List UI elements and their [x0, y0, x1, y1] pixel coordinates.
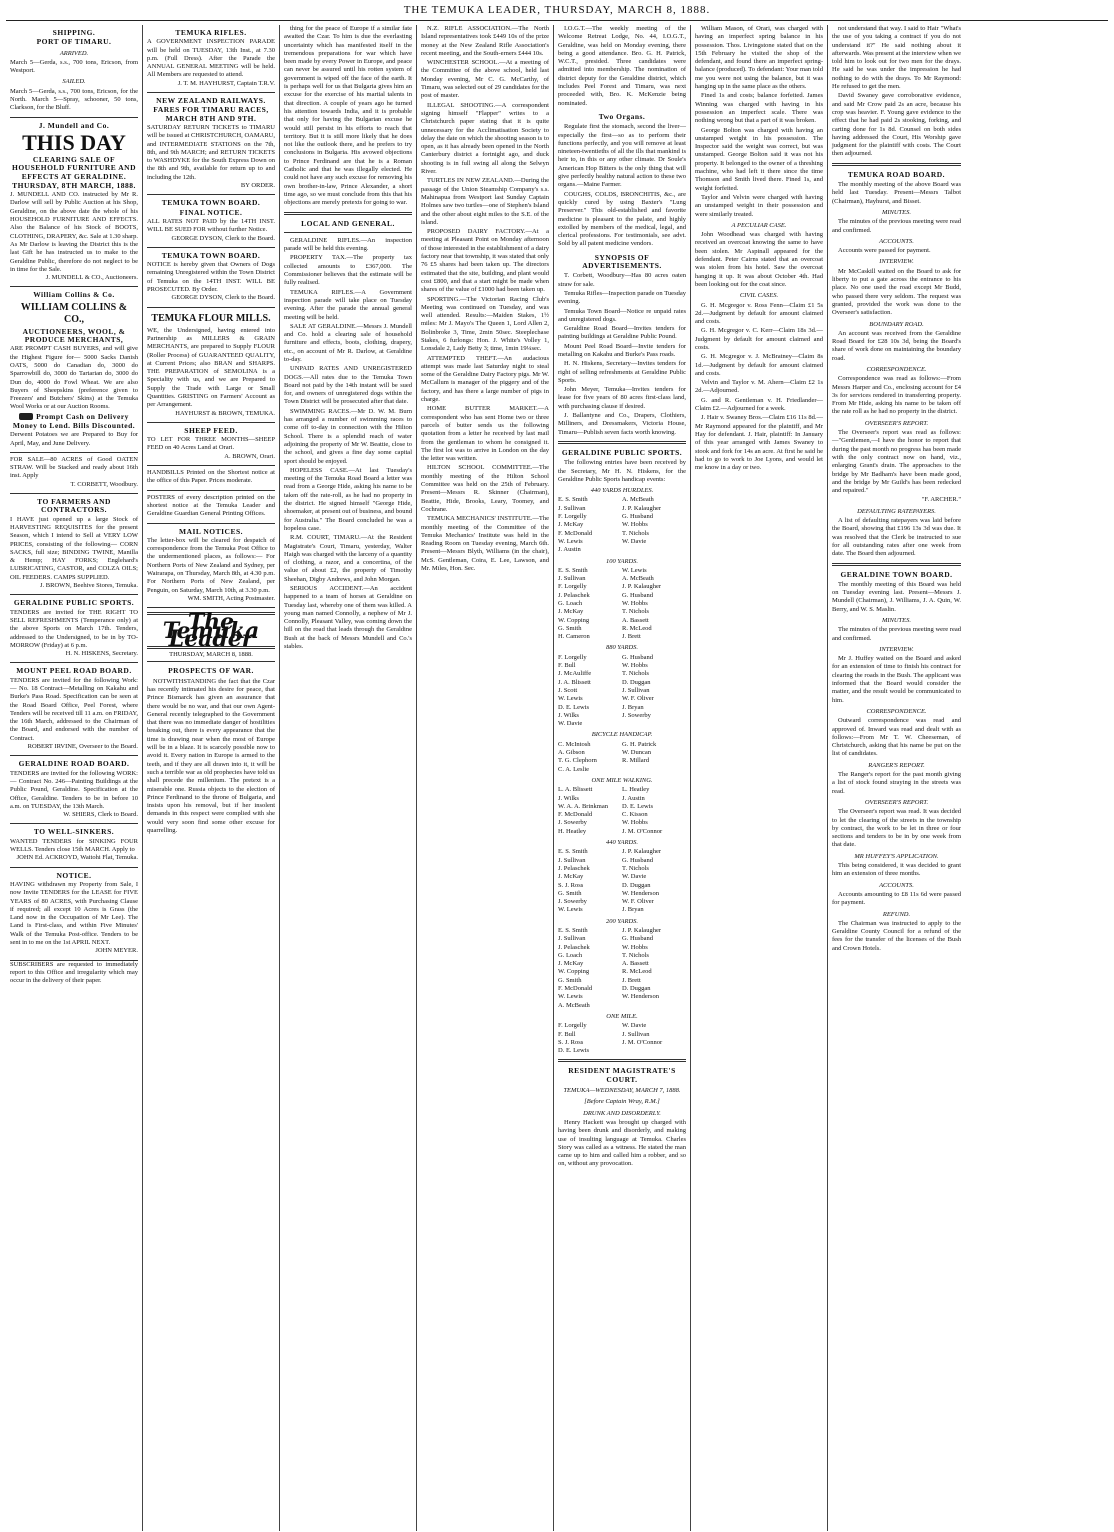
drunk-head: DRUNK AND DISORDERLY.: [583, 1109, 661, 1117]
court-item: John Woodhead was charged with having received an overcoat knowing the same to have been stolen. Mr Aspinall appeared for the defendant. Peter Cairns stated that an overcoat was stolen from his hotel. Saw the overcoat hanging it up. It was about October 4th. Had been looking out for the coat since.: [695, 231, 823, 288]
local-item: SALE AT GERALDINE.—Messrs J. Mundell and Co. hold a clearing sale of household furniture and effects, boots, clothing, drapery, etc., on account of Mr R. Darlow, at Geraldine to-day.: [284, 322, 412, 363]
mail-ad: [147, 524, 275, 609]
entries-table: [558, 786, 686, 836]
synopsis-item: J. Ballantyne and Co., Drapers, Clothiers, Milliners, and Dressmakers, Victoria House, Timaru—Publish seven facts worth knowing.: [558, 412, 686, 436]
entries-left: E. S. Smith J. Sullivan F. Lorgelly J. McKay F. McDonald W. Lewis J. Austin: [558, 496, 593, 554]
farmers-ad: [10, 494, 138, 595]
collins-head: William Collins & Co.: [33, 290, 115, 300]
mail-body: The letter-box will be cleared for despatch of correspondence from the Temuka Post Office to the undermentioned places, as follows:— For Northern Ports of New Zealand and Sydney, per Wairarapa, on Thursday, March 8th, at 4.30 p.m. For Northern Ports of New Zealand, per Penguin, on Saturday, March 10th, at 3.30 p.m.: [147, 536, 275, 594]
local-general-head: LOCAL AND GENERAL.: [301, 218, 395, 228]
entries-right: W. Lewis A. McBeath J. P. Kalaugher G. Husband W. Hobbs T. Nichols A. Bassett R. McLeod J. Brett: [622, 566, 661, 641]
town-board-head: TEMUKA TOWN BOARD.: [161, 198, 261, 208]
dogs-body: NOTICE is hereby given that Owners of Dogs remaining Unregistered within the Town District of Temuka on the 14TH INST. WILL BE PROSECUTED. By Order.: [147, 261, 275, 294]
mail-head: MAIL NOTICES.: [178, 526, 243, 536]
rates-ad: [147, 195, 275, 247]
column-1: [6, 25, 143, 1531]
column-7: [828, 25, 965, 1531]
geraldine-road-head: GERALDINE ROAD BOARD.: [18, 759, 130, 769]
court-item: Taylor and Velvin were charged with having an unstamped weight in their possession and were similarly treated.: [695, 193, 823, 218]
shipping-section: [10, 25, 138, 118]
local-item: GERALDINE RIFLES.—An inspection parade will be held this evening.: [284, 236, 412, 253]
entries-left: C. McIntosh A. Gibson T. G. Clephorn C. A. Leslie: [558, 740, 597, 773]
column-3: [280, 25, 417, 1531]
column-5: [554, 25, 691, 1531]
sheep-ad: [147, 423, 275, 466]
rifles-sign: J. T. M. HAYHURST, Captain T.R.V.: [177, 79, 275, 87]
divider: [558, 441, 686, 444]
entries-table: [558, 1022, 686, 1055]
entries-right: J. P. Kalaugher G. Husband W. Hobbs T. Nichols A. Bassett R. McLeod J. Brett D. Duggan W. Henderson: [622, 926, 661, 1001]
synopsis-item: Temuka Town Board—Notice re unpaid rates and unregistered dogs.: [558, 307, 686, 323]
local-item: SWIMMING RACES.—Mr D. W. M. Burn has arranged a number of swimming races to come off to-day in connection with the Hilton School. There is a splendid reach of water adjoining the property of Mr W. Beattie, close to the school, and gives a fine day some capital sport should be enjoyed.: [284, 407, 412, 465]
collins-sub: AUCTIONEERS, WOOL, & PRODUCE MERCHANTS,: [22, 326, 126, 345]
rifles-ad: [147, 25, 275, 93]
sports-head: GERALDINE PUBLIC SPORTS.: [561, 447, 683, 457]
mount-peel-ad: [10, 663, 138, 756]
entries-table: [558, 927, 686, 1010]
entries-left: E. S. Smith J. Sullivan J. Pelaschek J. McKay S. J. Ross G. Smith J. Sowerby W. Lewis: [558, 848, 590, 914]
this-day-heading: THIS DAY: [22, 129, 126, 155]
court-item: David Swaney gave corroborative evidence, and said Mr Crow paid 2s an acre, because his crop was heavier. F. Young gave evidence to the effect that he had paid 2s stooking, forking, and carting done for 1s 8d. Counsel on both sides having addressed the Court, His Worship gave judgment for the plaintiff with costs. The Court then adjourned.: [832, 92, 961, 158]
event-title: BICYCLE HANDICAP.: [591, 731, 653, 739]
refund-body: The Chairman was instructed to apply to the Geraldine County Council for a refund of the fees for the transfer of the licenses of the Bush and Crown Hotels.: [832, 919, 961, 952]
court-item: William Mason, of Orari, was charged with having an imperfect spring balance in his possession. Thos. Livingstone stated that on the 15th February he visited the shop of the defendant, and found there an imperfect spring-balance (produced). To defendant: Your man told me you were not using the balance, but it was hanging up in the same place as the others.: [695, 25, 823, 91]
gtown-corresp-body: Outward correspondence was read and approved of. Inward was read and dealt with as follows:—From Mr T. W. Cheeseman, of Christchurch, asking that his name be put on the list of candidates.: [832, 717, 961, 758]
entries-right: A. McBeath J. P. Kalaugher G. Husband W. Hobbs T. Nichols W. Davie: [622, 496, 661, 545]
synopsis-head: SYNOPSIS OF ADVERTISEMENTS.: [582, 252, 662, 271]
event-title: 100 YARDS.: [605, 557, 639, 565]
railways-ad: [147, 93, 275, 195]
gtown-intro: The monthly meeting of this Board was held on Tuesday evening last. Present—Messrs J. Mundell (Chairman), J. Williams, J. A. Quin, W. Berry, and W. S. Maslin.: [832, 580, 961, 613]
entries-table: [558, 654, 686, 729]
coughs-item: COUGHS, COLDS, BRONCHITIS, &c., are quickly cured by using Baxter's "Lung Preserver." This old-established and favorite medicine is pleasant to the palate, and highly extolled by members of the medical, legal, and clerical professions. For testimonials, see advt. Sold by all patent medicine vendors.: [558, 190, 686, 248]
posters-body: POSTERS of every description printed on the shortest notice at the Temuka Leader and Geraldine Guardian General Printing Offices.: [147, 493, 275, 518]
mount-peel-sign: ROBERT IRVINE, Overseer to the Board.: [27, 743, 138, 751]
town-board2-head: TEMUKA TOWN BOARD.: [161, 250, 261, 260]
flour-body: WE, the Undersigned, having entered into Partnership as MILLERS & GRAIN MERCHANTS, are prepared to Supply FLOUR (Roller Process) of GUARANTEED QUALITY, at Current Prices; also BRAN and SHARPS. THE PREPARATION of SEMOLINA is a Speciality with us, and we are Prepared to Supply the Trade with Large or Small Quantities. GRISTING on Farmers' Account as per Arrangement.: [147, 326, 275, 409]
for-sale-ad: [10, 453, 138, 494]
collins-body: ARE PROMPT CASH BUYERS, and will give the Highest Figure for— 5000 Sacks Danish OATS, 5000 do Canadian do, 3000 do Sparrowbill do, 3000 do Tartarian do, 3000 do Dun do, 4000 do Fowl Wheat. We are also Buyers of Sheepskins (preference given to Freezers' and Butchers' Skins) at the Temuka Wool Works or at our Auction Rooms.: [10, 345, 138, 411]
civil-item: G. H. Mcgregor v. Ross Fenn—Claim £1 5s 2d.—Judgment by default for amount claimed and costs.: [695, 301, 823, 326]
local-item: N.Z. RIFLE ASSOCIATION.—The North Island representatives took £449 10s of the prize money at the New Zealand Rifle Association's recent meeting, and the South-erners £444 10s.: [421, 25, 549, 57]
rates-body: ALL RATES NOT PAID by the 14TH INST. WILL BE SUED FOR without further Notice.: [147, 217, 275, 234]
sports-tender-sign: H. N. HISKENS, Secretary.: [65, 650, 138, 658]
for-sale-sign: T. CORBETT, Woodbury.: [70, 480, 138, 488]
sports-intro: The following entries have been received by the Secretary, Mr H. N. Hiskens, for the Geraldine Public Sports handicap events:: [558, 459, 686, 483]
huffey-head: MR HUFFEY'S APPLICATION.: [854, 852, 939, 860]
court-item: George Bolton was charged with having an unstamped weight in his possession. The Inspector said the weight was correct, but was unstamped. George Bolton said it was not his property. It belonged to the owner of a threshing machine, who had left it there since the time Thomson and Smith lived there. Fined 1s, and weight forfeited.: [695, 126, 823, 192]
mail-sign: WM. SMITH, Acting Postmaster.: [187, 594, 275, 602]
gtown-corresp-head: CORRESPONDENCE.: [866, 707, 927, 715]
interview-head: INTERVIEW.: [879, 258, 914, 266]
well-sinkers-ad: [10, 824, 138, 867]
mount-peel-head: MOUNT PEEL ROAD BOARD.: [16, 666, 132, 676]
farmers-head: TO FARMERS AND CONTRACTORS.: [37, 497, 111, 515]
rm-before: [Before Captain Wray, R.M.]: [584, 1098, 660, 1106]
road-intro: The monthly meeting of the above Board was held last Tuesday. Present—Messrs Talbot (Chairman), Hayhurst, and Bisset.: [832, 181, 961, 205]
subscribers-notice: SUBSCRIBERS are requested to immediately report to this Office and irregularity which may occur in the delivery of their paper.: [10, 960, 138, 985]
mount-peel-body: TENDERS are invited for the following Work:— No. 18 Contract—Metalling on Kakahu and Burke's Pass Road. Specification can be seen at the Road Board Office, Peel Forest, where Tenders will be received till 11 a.m. on FRIDAY, the 16th March, addressed to the Chairman of the Board, and endorsed with the number of Contract.: [10, 676, 138, 742]
notice-ad: [10, 868, 138, 961]
local-item: SERIOUS ACCIDENT.—An accident happened to a team of horses at Geraldine on Tuesday last, whereby one of them was killed. A young man named Connolly, a nephew of Mr J. Connolly, Pleasant Valley, was coming down the hill on the road that leads through the Geraldine Bush at the back of Messrs Mundell and Co.'s stables.: [284, 585, 412, 651]
rm-body: Henry Hackett was brought up charged with having been drunk and disorderly, and making use of insulting language at Temuka. Charles Story was called as a witness. He stated the man came up to him and called him a robber, and so on, without any provocation.: [558, 1118, 686, 1168]
pointing-hand-icon: [19, 413, 33, 420]
column-2: [143, 25, 280, 1531]
court-item: Fined 1s and costs; balance forfeited. James Winning was charged with having in his possession an imperfect scale. There was nothing wrong but that a part of it was broken.: [695, 92, 823, 125]
correspondence-body: Correspondence was read as follows:—From Messrs Harper and Co., enclosing account for £4 3s for services rendered in transferring property. From Mr Hide, asking his name to be taken off the rate roll as he had no property in the district.: [832, 375, 961, 416]
civil-item: J. Hair v. Swaney Bros.—Claim £16 11s 8d.—Mr Raymond appeared for the plaintiff, and Mr Hay for defendant. J. Hair, plaintiff: In January of this year arranged with James Swaney to stook and fork for 14s an acre. At first he said he had to go to work to Joe Lyons, and would let me know in a day or two.: [695, 414, 823, 472]
sheep-sign: A. BROWN, Orari.: [224, 452, 275, 460]
shipping-title: SHIPPING.: [52, 28, 96, 37]
dogs-sign: GEORGE DYSON, Clerk to the Board.: [171, 294, 275, 302]
local-item: HILTON SCHOOL COMMITTEE.—The monthly meeting of the Hilton School Committee was held on the 25th of February. Present—Messrs R. Skinner (Chairman), Beattie, Hide, Brooks, Leary, Toomey, and Cochrane.: [421, 464, 549, 513]
entries-right: G. Husband W. Hobbs T. Nichols D. Duggan J. Sullivan W. F. Oliver J. Bryan J. Sowerby: [622, 653, 654, 719]
local-item: ATTEMPTED THEFT.—An audacious attempt was made last Saturday night to steal some of the Geraldine Dairy Factory pigs. Mr W. McCallum is manager of the piggery and of the factory, and has there a large number of pigs in charge.: [421, 354, 549, 404]
flour-head: TEMUKA FLOUR MILLS.: [151, 312, 271, 324]
prospects-head: PROSPECTS OF WAR.: [168, 666, 254, 676]
well-head: TO WELL-SINKERS.: [33, 827, 115, 837]
divider: [284, 212, 412, 215]
farmers-body: I HAVE just opened up a large Stock of HARVESTING REQUISITES for the present Season, which I intend to Sell at VERY LOW PRICES, consisting of the following— CORN SACKS, full size; BINDING TWINE, Manilla & Hemp; HAY FORKS; Englehard's LUBRICATING, CASTOR, and COLZA OILS; OIL FEEDERS. CAMPS SUPPLIED.: [10, 515, 138, 581]
clearing-date: THURSDAY, 8TH MARCH, 1888.: [12, 180, 136, 190]
entries-right: J. P. Kalaugher G. Husband T. Nichols W. Davie D. Duggan W. Henderson W. F. Oliver J. Bryan: [622, 848, 661, 914]
editorial-continued: thing for the peace of Europe if a similar fate awaited the Czar. To him is due the everlasting uncertainty which has manifested itself in the tremendous preparations for war which have been made by every Power in Europe, and peace can never be assured until his rotten system of government is wiped off the face of the earth. It is perhaps well for us that Bulgaria gives him an excuse for the exercise of his martial talents in that direction. A couple of years ago he turned his attention towards India, and it is probable that only for having the Bulgarian excuse he would still persist in his efforts to reach that territory. But it is still more likely that he does not like the outlook there, and he prefers to try conclusions in Bulgaria. His avowed objections to Prince Ferdinand are that he is a Roman Catholic and that he was illegally elected. He could not have any such excuse for removing his own brother-in-law, Prince Alexander, a short time ago, so we must conclude from this that his objections are merely pretexts for going to war.: [284, 25, 412, 207]
paper-title: The Temuka Leader: [147, 612, 275, 649]
g-accounts-head: ACCOUNTS.: [879, 881, 914, 889]
minutes-body: The minutes of the previous meeting were read and confirmed.: [832, 218, 961, 234]
event-title: 200 YARDS.: [605, 917, 639, 925]
divider: [832, 563, 961, 566]
geraldine-road-ad: [10, 756, 138, 824]
gtown-interview-head: INTERVIEW.: [879, 645, 914, 653]
entries-right: W. Davie J. Sullivan J. M. O'Connor: [622, 1022, 663, 1046]
event-title: 440 YARDS HURDLES.: [590, 487, 654, 495]
gtown-minutes-body: The minutes of the previous meeting were read and confirmed.: [832, 626, 961, 642]
rates-sign: GEORGE DYSON, Clerk to the Board.: [171, 234, 275, 242]
huffey-body: This being considered, it was decided to grant him an extension of three months.: [832, 862, 961, 878]
sheep-body: TO LET FOR THREE MONTHS—SHEEP FEED on 40 Acres Land at Orari.: [147, 436, 275, 452]
correspondence-head: CORRESPONDENCE.: [866, 365, 927, 373]
synopsis-item: Temuka Rifles—Inspection parade on Tuesday evening.: [558, 289, 686, 306]
handbills-body: HANDBILLS Printed on the Shortest notice at the office of this Paper. Prices moderate.: [147, 469, 275, 485]
clearing-title: CLEARING SALE OF HOUSEHOLD FURNITURE AND EFFECTS AT GERALDINE.: [11, 154, 136, 181]
arrived-text: March 5—Gerda, s.s., 700 tons, Ericson, from Westport.: [10, 58, 138, 75]
sailed-label: SAILED.: [62, 78, 86, 86]
g-accounts-body: Accounts amounting to £8 11s 6d were passed for payment.: [832, 890, 961, 907]
civil-item: G. H. Mcgregor v. J. McBratney—Claim 8s 1d.—Judgment by default for amount claimed and costs.: [695, 353, 823, 377]
entries-left: E. S. Smith J. Sullivan F. Lorgelly J. Pelaschek G. Loach J. McKay W. Copping G. Smith H. Cameron: [558, 566, 590, 641]
railways-body: SATURDAY RETURN TICKETS to TIMARU will be issued at CHRISTCHURCH, OAMARU, and INTERMEDIATE STATIONS on the 7th, 8th, and 9th MARCH; and RETURN TICKETS to WASHDYKE for the South Express Down on the 8th and 9th, available for return up to and including the 12th.: [147, 123, 275, 181]
sports-tender-body: TENDERS are invited for THE RIGHT TO SELL REFRESHMENTS (Temperance only) at the above Sports on March 17th. Tenders, addressed to the Undersigned, to be in by TO-MORROW (Friday) at 6 p.m.: [10, 608, 138, 649]
rifles-body: A GOVERNMENT INSPECTION PARADE will be held on TUESDAY, 13th Inst., at 7.30 p.m. (Full Dress). After the Parade the ANNUAL GENERAL MEETING will be held. All Members are requested to attend.: [147, 38, 275, 79]
local-item: TEMUKA RIFLES.—A Government inspection parade will take place on Tuesday evening. After the parade the annual general meeting will be held.: [284, 288, 412, 321]
flour-ad: [147, 308, 275, 423]
fares-head: FARES FOR TIMARU RACES, MARCH 8TH AND 9TH.: [153, 105, 269, 123]
synopsis-item: Geraldine Road Board—Invites tenders for painting buildings at Geraldine Public Pound.: [558, 325, 686, 341]
sports-tender-head: GERALDINE PUBLIC SPORTS.: [13, 598, 135, 608]
court-item: not understand that way. I said to Hair "What's the use of you taking a contract if you do not understand it?" He said nothing about it afterwards. Was present at the interview when we told him to look out for two men for the drays. He said he was under the impression he had nothing to do with the drays. To Mr Raymond: He refused to get the men.: [832, 25, 961, 91]
gtown-overseer-head: OVERSEER'S REPORT.: [864, 798, 929, 806]
notice-body: HAVING withdrawn my Property from Sale, I now Invite TENDERS for the LEASE for FIVE YEARS of 80 ACRES, with Purchasing Clause if required; all except 10 Acres is Grass (the Land now in the Occupation of Mr Lee). The Land is First-class, and within Five Minutes' Walk of the Temuka Post-office. Tenders to be sent in to me on the 1st APRIL NEXT.: [10, 880, 138, 947]
civil-item: G. H. Mcgregor v. C. Kerr—Claim 18s 3d.—Judgment by default for amount claimed and costs.: [695, 327, 823, 351]
sailed-text: March 5—Gerda, s.s., 700 tons, Ericson, for the North. March 5—Spray, schooner, 50 tons, Clarkson, for the Bluff.: [10, 87, 138, 112]
entries-table: [558, 496, 686, 554]
for-sale-body: FOR SALE—80 ACRES of Good OATEN STRAW. Will be Stacked and ready about 16th inst. Apply: [10, 455, 138, 480]
rifles-head: TEMUKA RIFLES.: [175, 28, 247, 37]
mundell-head: J. Mundell and Co.: [38, 120, 110, 130]
rm-date: TEMUKA—WEDNESDAY, MARCH 7, 1888.: [563, 1087, 681, 1095]
minutes-head: MINUTES.: [881, 208, 912, 216]
local-item: TEMUKA MECHANICS' INSTITUTE.—The monthly meeting of the Committee of the Temuka Mechanics' Institute was held in the Reading Room on Tuesday evening, March 6th. Present—Messrs Blyth, Williams (in the chair), McS. Gentleman, Coira, E. Lee, Lawson, and Mr. Miles, Hon. Sec.: [421, 515, 549, 572]
sports-tender-ad: [10, 595, 138, 663]
rm-court-head: RESIDENT MAGISTRATE'S COURT.: [568, 1066, 676, 1084]
prompt-cash: [10, 413, 138, 421]
local-item: ILLEGAL SHOOTING.—A correspondent signing himself "Flapper" writes to a Christchurch paper stating that it is quite unnecessary for the Acclimatisation Society to delay the date on which the shooting season is to open, as it has already been opened in the North Canterbury district a fortnight ago, and duck shooting is in full swing all along the Selwyn River.: [421, 101, 549, 176]
divider: [558, 1059, 686, 1062]
local-item: R.M. COURT, TIMARU.—At the Resident Magistrate's Court, Timaru, yesterday, Walter Haigh was charged with the larceny of a quantity of clothing, a razor, and a concertina, of the value of about £2, the property of Timothy Sheehan, Digby Andrews, and John Morgan.: [284, 534, 412, 583]
collins-title: WILLIAM COLLINS & CO.,: [20, 301, 128, 325]
sheep-head: SHEEP FEED.: [184, 425, 238, 435]
railways-sign: BY ORDER.: [240, 182, 275, 190]
defaulting-head: DEFAULTING RATEPAYERS.: [857, 507, 936, 515]
geraldine-road-sign: W. SHIERS, Clerk to Board.: [63, 811, 138, 819]
event-title: 440 YARDS.: [605, 839, 639, 847]
synopsis-item: John Meyer, Temuka—Invites tenders for lease for five years of 80 acres first-class land, with purchasing clause if desired.: [558, 386, 686, 410]
divider: [284, 232, 412, 233]
posters-ad: [147, 491, 275, 524]
ranger-body: The Ranger's report for the past month giving a list of stock found straying in the streets was read.: [832, 771, 961, 795]
collins-ad: [10, 287, 138, 452]
local-item: UNPAID RATES AND UNREGISTERED DOGS.—All rates due to the Temuka Town Board not paid by the 14th instant will be sued for, and owners of unregistered dogs within the Town District will be prosecuted after that date.: [284, 365, 412, 406]
prompt-cash-text: Prompt Cash on Delivery: [36, 411, 129, 421]
synopsis-item: Mount Peel Road Board—Invite tenders for metalling on Kakahu and Burke's Pass roads.: [558, 342, 686, 358]
entries-right: L. Heatley J. Austin D. E. Lewis C. Kisson W. Hobbs J. M. O'Connor: [622, 786, 663, 835]
notice-head: NOTICE.: [56, 870, 92, 880]
column-6: [691, 25, 828, 1531]
road-board-head: TEMUKA ROAD BOARD.: [847, 169, 946, 179]
lodge-item: I.O.G.T.—The weekly meeting of the Welcome Retreat Lodge, No. 44, I.O.G.T., Geraldine, was held on Monday evening, there being a good attendance. Bro. G. H. Patrick, W.C.T., presided. Three candidates were admitted into membership. The nomination of district deputy for the Geraldine district, which includes Peel Forest and Timaru, was next proceeded with, Bro. K. McKenzie being nominated.: [558, 25, 686, 107]
local-item: SPORTING.—The Victorian Racing Club's Meeting was continued on Tuesday, and was well attended. Results:—Maiden Stakes, 1½ miles: Mr J. Mayo's The Queen 1, Lord Allen 2, Bolinbroke 3, Time, 2min 50sec. Steeplechase Stakes, 6 furlongs: Hon. J. White's Volley 1, Lonsdale 2, Lady Betty 3; time, 1min 19¼sec.: [421, 295, 549, 353]
derwent-text: Derwent Potatoes we are Prepared to Buy for April, May, and June Delivery.: [10, 431, 138, 447]
organs-body: Regulate first the stomach, second the liver—especially the first—so as to perform their functions perfectly, and you will remove at least nineteen-twentieths of all the ills that mankind is heir to, in this or any other climate. Dr Soule's American Hop Bitters is the only thing that will give perfectly healthy natural action to these two organs.—Maine Farmer.: [558, 123, 686, 189]
flour-sign: HAYHURST & BROWN, TEMUKA.: [175, 409, 275, 417]
local-item: WINCHESTER SCHOOL.—At a meeting of the Committee of the above school, held last Monday evening, Mr C. G. McCarthy, of Timaru, was selected out of 29 candidates for the post of master.: [421, 59, 549, 100]
mundell-ad: [10, 118, 138, 288]
local-item: PROPOSED DAIRY FACTORY.—At a meeting at Pleasant Point on Monday afternoon of those interested in the establishment of a dairy factory near that township, it was stated that only 76 £5 shares had been taken up. The directors estimated that the site, building, and plant would cost £800, and that a start might be made when shares of the value of £1000 had been taken up.: [421, 228, 549, 294]
event-title: 880 YARDS.: [605, 644, 639, 652]
entries-table: [558, 848, 686, 914]
entries-left: F. Lorgelly F. Bull S. J. Ross D. E. Lewis: [558, 1022, 590, 1055]
boundary-head: BOUNDARY ROAD.: [869, 320, 924, 328]
synopsis-item: T. Corbett, Woodbury—Has 80 acres oaten straw for sale.: [558, 272, 686, 288]
geraldine-road-body: TENDERS are invited for the following WORK:— Contract No. 246—Painting Buildings at the Public Pound, Geraldine. Specification at the Office, Geraldine. Tenders to be in before 10 a.m. on TUESDAY, the 13th March.: [10, 769, 138, 810]
local-item: HOME BUTTER MARKET.—A correspondent who has sent Home two or three parcels of butter sends us the following quotation from a letter he received by last mail from the gentleman to whom he consigned it. The first lot was to arrive in London on the day the letter was written.: [421, 405, 549, 463]
notice-sign: JOHN MEYER.: [95, 947, 138, 955]
arrived-label: ARRIVED.: [59, 49, 89, 57]
accounts-head: ACCOUNTS.: [879, 237, 914, 245]
interview-body: Mr McCaskill waited on the Board to ask for liberty to put a gate across the entrance to his place. No one used the road except Mr Budd, who passed there very seldom. The request was granted, provided the work was done to the Overseer's satisfaction.: [832, 267, 961, 317]
local-item: HOPELESS CASE.—At last Tuesday's meeting of the Temuka Road Board a letter was read from a George Hide, asking his name to be taken off the rate-roll, as he had no property in the district. He signed himself "George Hide, shoemaker, at present out of business, and bound for Australia." The Board concluded he was a hopeless case.: [284, 466, 412, 532]
divider: [832, 163, 961, 166]
overseer-head: OVERSEER'S REPORT.: [864, 419, 929, 427]
entries-table: [558, 741, 686, 774]
synopsis-item: H. N. Hiskens, Secretary—Invites tenders for right of selling refreshments at Geraldine Public Sports.: [558, 360, 686, 384]
overseer-body: The Overseer's report was read as follows:—"Gentlemen,—I have the honor to report that during the past month no progress has been made with the only contract now on hand, viz., enlarging Grant's drain. The approaches to the bridge by Mr Badham's have been made good, and the bridge by Mr Guild's has been redecked and repaired.": [832, 429, 961, 495]
handbills-ad: [147, 466, 275, 491]
clearing-sign: J. MUNDELL & CO., Auctioneers.: [45, 274, 138, 282]
archer-sign: "F. ARCHER.": [921, 496, 961, 504]
civil-item: G. and R. Gentleman v. H. Friedlander—Claim £2.—Adjourned for a week.: [695, 396, 823, 413]
geraldine-town-head: GERALDINE TOWN BOARD.: [840, 569, 953, 579]
farmers-sign: J. BROWN, Beehive Stores, Temuka.: [40, 582, 138, 590]
column-4: [417, 25, 554, 1531]
ranger-head: RANGER'S REPORT.: [868, 761, 925, 769]
gtown-minutes-head: MINUTES.: [881, 617, 912, 624]
prospects-body: NOTWITHSTANDING the fact that the Czar has recently intimated his desire for peace, that Prince Bismarck has given an assurance that there would be no war, and that our own Agent-General recently telegraphed to the Government that there was no immediate danger of hostilities breaking out, there is every appearance that the time is drawing near when the most of Europe will be in a blaze. It is scarcely possible now to avoid it. Every nation in Europe is armed to the teeth, and if they are all drawn into it, it will be such a terrible war as old prophecies have told us shall precede the millenium. The pretext is a miserable one. Russia objects to the election of Prince Ferdinand to the throne of Bulgaria, and insists upon his removal, but if her insolent demands in this respect were complied with she would very soon find some other excuse for quarrelling.: [147, 677, 275, 835]
peculiar-head: A PECULIAR CASE.: [731, 221, 787, 229]
entries-table: [558, 567, 686, 642]
accounts-body: Accounts were passed for payment.: [838, 247, 931, 255]
final-notice-head: FINAL NOTICE.: [179, 207, 243, 217]
dogs-ad: [147, 248, 275, 308]
defaulting-body: A list of defaulting ratepayers was laid before the Board, showing that £196 13s 3d was due. It was resolved that the Clerk be instructed to sue for all outstanding rates after one week from date. The Board then adjourned.: [832, 517, 961, 558]
entries-left: F. Lorgelly F. Bull J. McAuliffe J. A. Blissett J. Scott W. Lewis D. E. Lewis J. Wilks W. Davie: [558, 653, 592, 728]
event-title: ONE MILE WALKING.: [591, 776, 653, 784]
local-item: PROPERTY TAX.—The property tax collected amounts to £367,000. The Commissioner believes that the estimate will be fully realised.: [284, 254, 412, 287]
boundary-body: An account was received from the Geraldine Road Board for £28 10s 3d, being the Board's share of work done on maintaining the boundary road.: [832, 329, 961, 362]
refund-head: REFUND.: [882, 910, 911, 918]
clearing-body: J. MUNDELL AND CO. instructed by Mr R. Darlow will sell by Public Auction at his Shop, Geraldine, on the above date the whole of his HOUSEHOLD FURNITURE AND EFFECTS. Also the Balance of his Stock of BOOTS, CLOTHING, DRAPERY, &c. Sale at 1.30 sharp. As Mr Darlow is leaving the District this is the last Gift he has instructed us to make to the Geraldine Public, therefore do not neglect to be in time for the Sale.: [10, 191, 138, 273]
port-title: PORT OF TIMARU.: [36, 37, 112, 47]
organs-head: Two Organs.: [598, 111, 646, 121]
well-sign: JOHN Ed. ACKROYD, Waitohi Flat, Temuka.: [16, 854, 138, 862]
civil-item: Velvin and Taylor v. M. Ahern—Claim £2 1s 2d.—Adjourned.: [695, 379, 823, 395]
event-title: ONE MILE.: [606, 1012, 638, 1020]
entries-right: G. H. Patrick W. Duncan R. Millard: [622, 740, 657, 765]
well-body: WANTED TENDERS for SINKING FOUR WELLS. Tenders close 15th MARCH. Apply to: [10, 837, 138, 854]
entries-left: L. A. Blissett J. Wilks W. A. A. Brinkman F. McDonald J. Sowerby H. Heatley: [558, 786, 608, 835]
local-item: TURTLES IN NEW ZEALAND.—During the passage of the Union Steamship Company's s.s. Mahinapua from Westport last Sunday Captain Holmes saw two turtles—one of Stephen's Island and the other about eight miles to the S.E. of the island.: [421, 177, 549, 226]
gtown-interview-body: Mr J. Huffey waited on the Board and asked for an extension of time to finish his contract for clearing the roads in the Bush. The applicant was informed that the Board would consider the matter, and the result would be communicated to him.: [832, 655, 961, 704]
money-lent: Money to Lend. Bills Discounted.: [12, 420, 136, 430]
railways-head: NEW ZEALAND RAILWAYS.: [156, 96, 266, 106]
page-masthead: THE TEMUKA LEADER, THURSDAY, MARCH 8, 1888.: [6, 4, 1108, 21]
dateline: THURSDAY, MARCH 8, 1888.: [147, 651, 275, 662]
entries-left: E. S. Smith J. Sullivan J. Pelaschek G. Loach J. McKay W. Copping G. Smith F. McDonald W. Lewis A. McBeath: [558, 926, 593, 1009]
columns: [6, 25, 1108, 1531]
civil-head: CIVIL CASES.: [739, 292, 779, 300]
gtown-overseer-body: The Overseer's report was read. It was decided to let the clearing of the streets in the township by contract, the work to be let in three or four sections and tenders to be in by one week from that date.: [832, 808, 961, 849]
